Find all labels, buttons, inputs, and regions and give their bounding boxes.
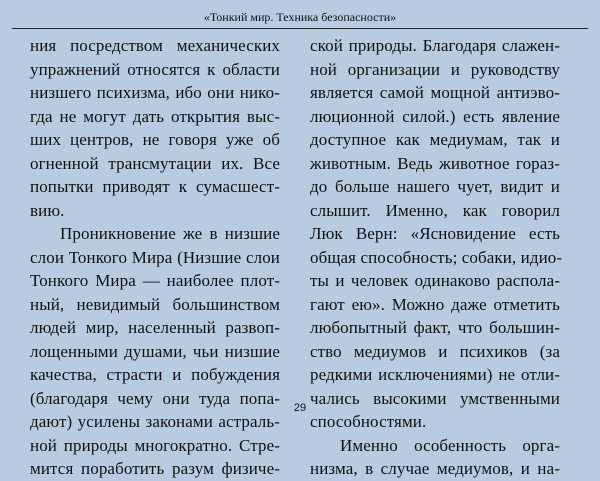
header-rule [12,28,588,29]
text-line: ты и человек одинаково распола- [310,271,560,290]
running-header [0,0,600,30]
text-line: упражнений относятся к области [30,59,280,79]
text-line: животным. Ведь животное гораз- [310,153,560,173]
text-line: чались высокими умственными [310,388,560,408]
text-line: слышит. Именно, как говорил [310,200,560,220]
text-line: низма, в случае медиумов, и на- [310,459,560,478]
text-line: общая способность; собаки, идио- [310,247,563,267]
text-line: редкими исключениями) не отли- [310,365,560,384]
text-line: ской природы. Благодаря слажен- [310,36,560,55]
text-line: лощенными душами, чьи низшие [30,341,280,361]
text-line: мится поработить разум физиче- [30,459,280,478]
text-line: доступное как медиумам, так и [310,130,560,149]
text-line: огненной трансмутации их. Все [30,153,280,173]
text-line: низшего психизма, ибо они нико- [30,83,280,102]
page-number: 29 [293,402,307,414]
text-line: Тонкого Мира — наиболее плот- [30,271,280,290]
running-title: «Тонкий мир. Техника безопасности» [203,10,397,24]
text-line: ной организации и руководству [310,59,560,79]
text-line: ный, невидимый большинством [30,294,280,314]
text-line: Люк Верн: «Ясновидение есть [310,224,560,243]
text-line: качества, страсти и побуждения [30,365,280,384]
text-line: вию. [30,200,65,220]
text-line: людей мир, населенный развоп- [30,318,280,337]
text-line: ших центров, не говоря уже об [30,130,280,149]
text-line: люционной силой.) есть явление [310,106,560,126]
text-line: ния посредством механических [30,36,280,55]
text-line: способностями. [310,412,427,431]
text-line: ство медиумов и психиков (за [310,341,560,361]
text-line: попытки приводят к сумасшест- [30,177,280,196]
text-line: гда не могут дать открытия выс- [30,106,280,126]
text-line: до больше нашего чует, видит и [310,177,560,196]
text-line: дают) усилены законами астраль- [30,412,280,431]
text-line: (благодаря чему они туда попа- [30,388,280,408]
text-line: ной природы многократно. Стре- [30,435,280,455]
text-line: Именно особенность орга- [340,435,560,455]
text-line: любопытный факт, что большин- [310,318,560,337]
text-line: слои Тонкого Мира (Низшие слои [30,247,280,267]
text-line: Проникновение же в низшие [60,224,280,243]
text-line: гают ею». Можно даже отметить [310,294,560,314]
text-line: является самой мощной антиэво- [310,83,560,102]
